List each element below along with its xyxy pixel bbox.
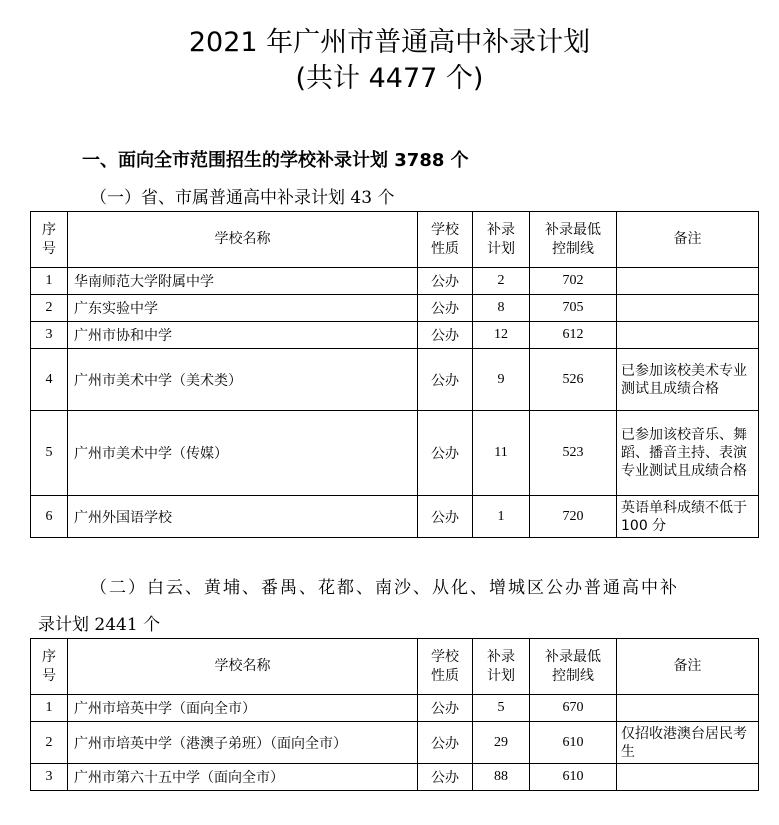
cell-school-name: 华南师范大学附属中学 xyxy=(68,268,418,295)
cell-note xyxy=(617,322,759,349)
cell-school-name: 广州市培英中学（港澳子弟班）（面向全市） xyxy=(68,722,418,764)
page-subtitle-total: (共计 4477 个) xyxy=(295,63,484,94)
table-header-row xyxy=(31,639,759,695)
cell-plan: 5 xyxy=(473,695,530,722)
cell-nature: 公办 xyxy=(418,722,473,764)
table-row xyxy=(31,411,759,496)
cell-no: 1 xyxy=(31,695,68,722)
section-heading-1: 一、面向全市范围招生的学校补录计划 3788 个 xyxy=(82,150,469,171)
cell-min-score: 610 xyxy=(530,722,617,764)
cell-plan: 2 xyxy=(473,268,530,295)
plan-table-2 xyxy=(30,638,759,791)
cell-note: 已参加该校美术专业测试且成绩合格 xyxy=(617,349,759,411)
col-header-note: 备注 xyxy=(617,639,759,695)
page-title: 2021 年广州市普通高中补录计划 xyxy=(188,27,591,58)
cell-school-name: 广州市第六十五中学（面向全市） xyxy=(68,764,418,791)
cell-min-score: 720 xyxy=(530,496,617,538)
subsection-heading-2: （二）白云、黄埔、番禺、花都、南沙、从化、增城区公办普通高中补 xyxy=(90,578,679,598)
col-header-min-score: 补录最低 控制线 xyxy=(530,212,617,268)
cell-plan: 29 xyxy=(473,722,530,764)
cell-school-name: 广东实验中学 xyxy=(68,295,418,322)
cell-no: 2 xyxy=(31,295,68,322)
cell-school-name: 广州市协和中学 xyxy=(68,322,418,349)
col-header-no: 序 号 xyxy=(31,212,68,268)
plan-table-1 xyxy=(30,211,759,538)
cell-plan: 12 xyxy=(473,322,530,349)
col-header-name: 学校名称 xyxy=(68,639,418,695)
table-row xyxy=(31,764,759,791)
cell-no: 6 xyxy=(31,496,68,538)
cell-min-score: 526 xyxy=(530,349,617,411)
cell-note: 英语单科成绩不低于 100 分 xyxy=(617,496,759,538)
cell-note xyxy=(617,695,759,722)
table-row xyxy=(31,722,759,764)
cell-nature: 公办 xyxy=(418,349,473,411)
table-row xyxy=(31,268,759,295)
cell-plan: 88 xyxy=(473,764,530,791)
cell-min-score: 702 xyxy=(530,268,617,295)
cell-no: 3 xyxy=(31,764,68,791)
cell-school-name: 广州市培英中学（面向全市） xyxy=(68,695,418,722)
cell-school-name: 广州市美术中学（美术类） xyxy=(68,349,418,411)
cell-plan: 1 xyxy=(473,496,530,538)
cell-plan: 9 xyxy=(473,349,530,411)
cell-min-score: 523 xyxy=(530,411,617,496)
cell-plan: 11 xyxy=(473,411,530,496)
table-row xyxy=(31,322,759,349)
cell-nature: 公办 xyxy=(418,322,473,349)
table-row xyxy=(31,295,759,322)
cell-note: 已参加该校音乐、舞蹈、播音主持、表演专业测试且成绩合格 xyxy=(617,411,759,496)
cell-nature: 公办 xyxy=(418,496,473,538)
cell-no: 5 xyxy=(31,411,68,496)
col-header-nature: 学校 性质 xyxy=(418,639,473,695)
subsection-heading-2-continued: 录计划 2441 个 xyxy=(38,615,161,635)
cell-nature: 公办 xyxy=(418,695,473,722)
cell-min-score: 612 xyxy=(530,322,617,349)
cell-min-score: 610 xyxy=(530,764,617,791)
cell-no: 2 xyxy=(31,722,68,764)
cell-no: 4 xyxy=(31,349,68,411)
cell-nature: 公办 xyxy=(418,764,473,791)
cell-nature: 公办 xyxy=(418,268,473,295)
table-row xyxy=(31,496,759,538)
cell-no: 1 xyxy=(31,268,68,295)
col-header-nature: 学校 性质 xyxy=(418,212,473,268)
cell-note xyxy=(617,295,759,322)
col-header-note: 备注 xyxy=(617,212,759,268)
cell-note: 仅招收港澳台居民考生 xyxy=(617,722,759,764)
col-header-plan: 补录 计划 xyxy=(473,639,530,695)
cell-note xyxy=(617,764,759,791)
col-header-min-score: 补录最低 控制线 xyxy=(530,639,617,695)
table-row xyxy=(31,695,759,722)
subsection-heading-1: （一）省、市属普通高中补录计划 43 个 xyxy=(90,188,395,208)
table-row xyxy=(31,349,759,411)
cell-min-score: 670 xyxy=(530,695,617,722)
cell-school-name: 广州市美术中学（传媒） xyxy=(68,411,418,496)
table-header-row xyxy=(31,212,759,268)
cell-nature: 公办 xyxy=(418,295,473,322)
cell-plan: 8 xyxy=(473,295,530,322)
cell-min-score: 705 xyxy=(530,295,617,322)
cell-nature: 公办 xyxy=(418,411,473,496)
col-header-no: 序 号 xyxy=(31,639,68,695)
col-header-name: 学校名称 xyxy=(68,212,418,268)
cell-school-name: 广州外国语学校 xyxy=(68,496,418,538)
col-header-plan: 补录 计划 xyxy=(473,212,530,268)
cell-note xyxy=(617,268,759,295)
cell-no: 3 xyxy=(31,322,68,349)
